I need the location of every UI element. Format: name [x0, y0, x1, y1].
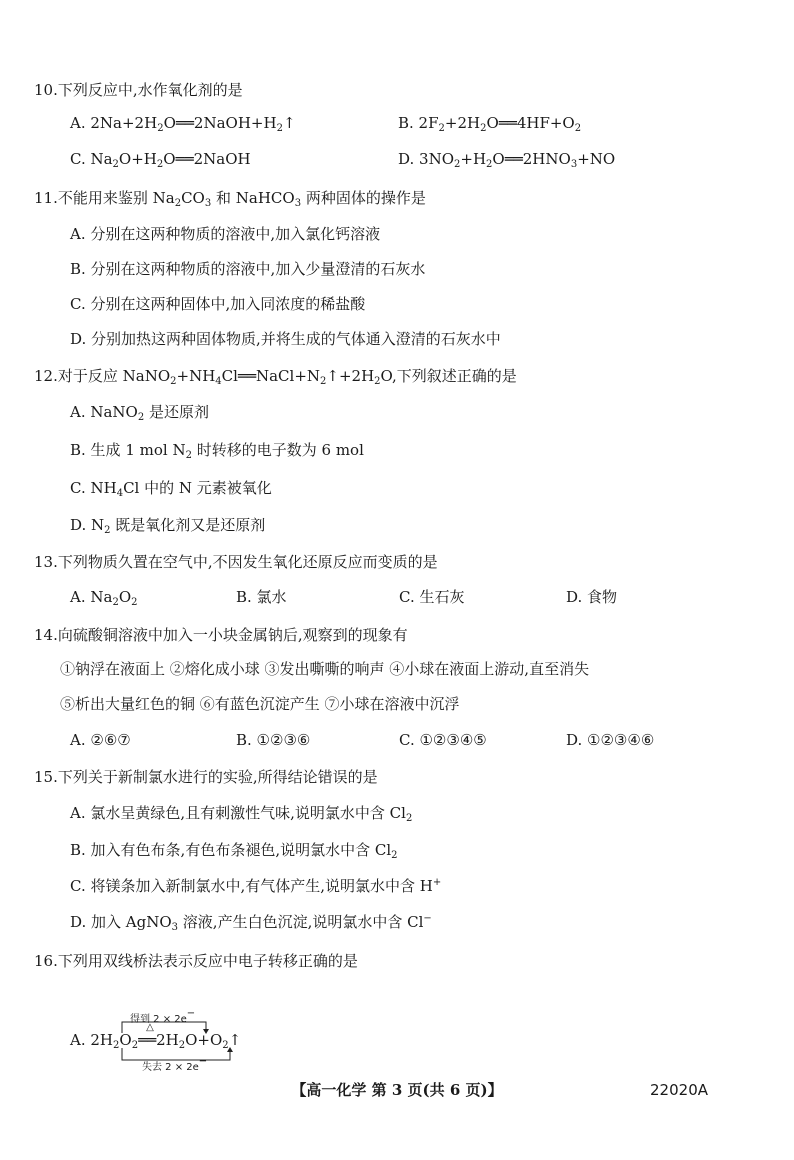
q12-stem: 12.对于反应 $NaNO_2+NH_4Cl══NaCl+N_2↑+2H_2O$,下列叙述正确的是	[34, 367, 517, 387]
q15-option-b: B. 加入有色布条,有色布条褪色,说明氯水中含 $Cl_2$	[70, 841, 398, 861]
q12-option-b: B. 生成 1 mol $N_2$ 时转移的电子数为 6 mol	[70, 441, 364, 461]
page-footer: 【高一化学 第 3 页(共 6 页)】	[291, 1081, 503, 1099]
q14-option-c: C. ①②③④⑤	[399, 731, 487, 749]
q14-option-d: D. ①②③④⑥	[566, 731, 655, 749]
heat-condition-symbol: △	[146, 1022, 154, 1033]
q16-option-a-equation: A. $2H_2O_2$ △ $══2H_2O+O_2↑$	[70, 1030, 241, 1050]
q12-option-c: C. $NH_4Cl$ 中的 N 元素被氧化	[70, 479, 272, 499]
q10-option-c: C. $Na_2O+H_2O══2NaOH$	[70, 150, 251, 170]
electron-loss-label: 失去 2 × 2e−	[142, 1056, 208, 1073]
q16-stem: 16.下列用双线桥法表示反应中电子转移正确的是	[34, 952, 358, 970]
q14-phenomena-line-2: ⑤析出大量红色的铜 ⑥有蓝色沉淀产生 ⑦小球在溶液中沉浮	[60, 695, 460, 713]
q14-option-a: A. ②⑥⑦	[70, 731, 131, 749]
q15-option-a: A. 氯水呈黄绿色,且有刺激性气味,说明氯水中含 $Cl_2$	[70, 804, 413, 824]
q14-phenomena-line-1: ①钠浮在液面上 ②熔化成小球 ③发出嘶嘶的响声 ④小球在液面上游动,直至消失	[60, 660, 590, 678]
q11-option-c: C. 分别在这两种固体中,加入同浓度的稀盐酸	[70, 295, 366, 313]
q10-option-b: B. $2F_2+2H_2O══4HF+O_2$	[398, 114, 582, 134]
q15-option-d: D. 加入 AgNO$_3$ 溶液,产生白色沉淀,说明氯水中含 Cl−	[70, 913, 432, 933]
q16-option-a-double-bridge-diagram	[70, 1008, 330, 1073]
q10-stem: 10.下列反应中,水作氧化剂的是	[34, 81, 243, 99]
q13-stem: 13.下列物质久置在空气中,不因发生氧化还原反应而变质的是	[34, 553, 438, 571]
q11-stem: 11.不能用来鉴别 $Na_2CO_3$ 和 NaHCO$_3$ 两种固体的操作是	[34, 189, 426, 209]
q10-option-a: A. $2Na+2H_2O══2NaOH+H_2↑$	[70, 114, 296, 134]
q12-option-a: A. NaNO$_2$ 是还原剂	[70, 403, 210, 423]
q13-option-c: C. 生石灰	[399, 588, 465, 606]
q13-option-d: D. 食物	[566, 588, 618, 606]
q11-option-b: B. 分别在这两种物质的溶液中,加入少量澄清的石灰水	[70, 260, 426, 278]
q14-stem: 14.向硫酸铜溶液中加入一小块金属钠后,观察到的现象有	[34, 626, 408, 644]
q12-option-d: D. $N_2$ 既是氧化剂又是还原剂	[70, 516, 266, 536]
q11-option-a: A. 分别在这两种物质的溶液中,加入氯化钙溶液	[70, 225, 381, 243]
q13-option-b: B. 氯水	[236, 588, 287, 606]
q15-option-c: C. 将镁条加入新制氯水中,有气体产生,说明氯水中含 H+	[70, 877, 442, 895]
paper-code: 22020A	[650, 1081, 708, 1099]
q15-stem: 15.下列关于新制氯水进行的实验,所得结论错误的是	[34, 768, 378, 786]
q10-option-d: D. $3NO_2+H_2O══2HNO_3+NO$	[398, 150, 616, 170]
q11-option-d: D. 分别加热这两种固体物质,并将生成的气体通入澄清的石灰水中	[70, 330, 501, 348]
q14-option-b: B. ①②③⑥	[236, 731, 311, 749]
electron-gain-label: 得到 2 × 2e−	[130, 1008, 196, 1025]
q13-option-a: A. $Na_2O_2$	[70, 588, 138, 608]
